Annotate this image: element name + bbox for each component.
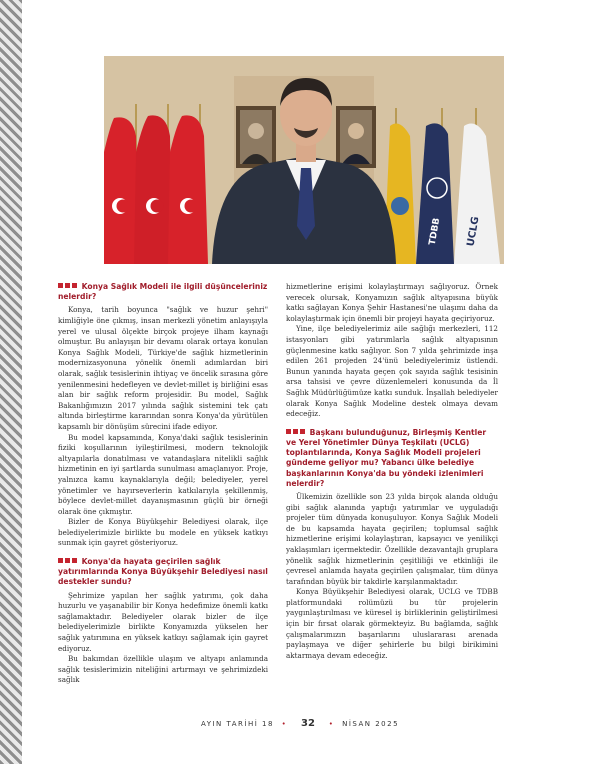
tdbb-label: TDBB: [427, 217, 443, 246]
magazine-name: AYIN TARİHİ 18: [200, 720, 274, 728]
question-1: Konya Sağlık Modeli ile ilgili düşünceleriniz nelerdir?: [58, 282, 268, 302]
portrait-photo: [104, 56, 504, 264]
paragraph: Bu bakımdan özellikle ulaşım ve altyapı anlamında sağlık tesislerimizin niteliğini artırmayı ve şehrimizdeki sağlık: [58, 654, 268, 685]
page-number: 32: [301, 718, 315, 729]
turkish-flag: [168, 115, 208, 264]
question-2: Konya'da hayata geçirilen sağlık yatırımlarında Konya Büyükşehir Belediyesi nasıl destekler sundu?: [58, 557, 268, 587]
decorative-stripe: [0, 0, 22, 764]
wall-portrait-right: [336, 106, 376, 168]
left-column: [58, 282, 268, 686]
paragraph: Konya, tarih boyunca "sağlık ve huzur şehri" kimliğiyle öne çıkmış, insan merkezli yönetim anlayışıyla yerel ve ulusal ölçekte birçok projeye ilham kaynağı olmuştur. Bu anlayışın bir devamı olarak ortaya konulan Konya Sağlık Modeli, Türkiye'de sağlık hizmetlerinin modernizasyonuna yönelik önemli adımlardan biri olarak, sağlık tesislerinin ihtiyaç ve öncelik sırasına göre yenilenmesini hedefleyen ve devlet-millet iş birliğini esas alan bir sağlık reform projesidir. Bu model, Sağlık Bakanlığımızın 2017 yılında sağlık sistemini tek çatı altında birleştirme kararından sonra Konya'da yürütülen kapsamlı bir dönüşüm sürecini ifade ediyor.: [58, 305, 268, 431]
turkish-flag: [134, 115, 172, 264]
right-column: [286, 282, 498, 661]
paragraph: Yine, ilçe belediyelerimiz aile sağlığı merkezleri, 112 istasyonları gibi yatırımlarla sağlık altyapısının güçlenmesine katkı sağlıyor. Son 7 yılda şehrimizde inşa edilen 261 projeden 24'ünü belediyelerimiz üstlendi. Bunun yanında hayata geçen çok sayıda sağlık tesisinin arsa tahsisi ve çevre düzenlemeleri konusunda da İl Sağlık Müdürlüğümüze katkı sunduk. İnşallah belediyeler olarak Konya Sağlık Modeline destek olmaya devam edeceğiz.: [286, 324, 498, 419]
turkish-flag: [104, 117, 138, 264]
portrait-illustration: [104, 56, 504, 264]
paragraph: Şehrimize yapılan her sağlık yatırımı, çok daha huzurlu ve yaşanabilir bir Konya hedefimize önemli katkı sağlamaktadır. Belediyeler olarak bizler de ilçe belediyelerimizle birlikte Konyamızda yükselen her sağlık yatırımına en yüksek katkıyı sağlamak için gayret ediyoruz.: [58, 590, 268, 653]
paragraph: Bu model kapsamında, Konya'daki sağlık tesislerinin fiziki koşullarının iyileştirilmesi, modern teknolojik altyapılarla donatılması ve vatandaşlara nitelikli sağlık hizmetinin en iyi şartlarda sunulması amaçlanıyor. Proje, yalnızca kamu kaynaklarıyla değil; belediyeler, yerel yönetimler ve hayırseverlerin katkılarıyla şekillenmiş, böylece devlet-millet dayanışmasının güçlü bir örneği olarak öne çıkmıştır.: [58, 432, 268, 516]
issue-date: NİSAN 2025: [342, 720, 400, 728]
question-3: Başkanı bulunduğunuz, Birleşmiş Kentler ve Yerel Yönetimler Dünya Teşkilatı (UCLG) toplantılarında, Konya Sağlık Modeli projeleri gündeme geliyor mu? Yabancı ülke belediye başkanlarının Konya'da bu yöndeki izlenimleri nelerdir?: [286, 427, 487, 488]
page-footer: AYIN TARİHİ 18 • 32 • NİSAN 2025: [200, 718, 400, 729]
paragraph: Konya Büyükşehir Belediyesi olarak, UCLG ve TDBB platformundaki rolümüzü bu tür projelerin yaygınlaştırılması ve küresel iş birliklerinin geliştirilmesi için bir fırsat olarak görmekteyiz. Bu bağlamda, sağlık çalışmalarımızın başarılarını uluslararası arenada paylaşmaya ve diğer şehirlerle bu bilgi birikimini aktarmaya devam edeceğiz.: [286, 587, 498, 660]
wall-portrait-left: [236, 106, 276, 168]
paragraph: Bizler de Konya Büyükşehir Belediyesi olarak, ilçe belediyelerimizle birlikte bu modele en yüksek katkıyı sunmak için gayret gösteriyoruz.: [58, 517, 268, 548]
uclg-label: UCLG: [465, 215, 482, 248]
paragraph: Ülkemizin özellikle son 23 yılda birçok alanda olduğu gibi sağlık alanında yaptığı yatırımlar ve uyguladığı projeler tüm dünyada konuşuluyor. Konya Sağlık Modeli de bu kapsamda hayata geçirilen; toplumsal sağlık hizmetlerine erişimi kolaylaştıran, kapsayıcı ve yenilikçi yaklaşımları içermektedir. Özellikle dezavantajlı gruplara yönelik sağlık hizmetlerinin çeşitliliği ve etkinliği ile çevresel anlamda hayata geçirilen çalışmalar, tüm dünya tarafından büyük bir takdirle karşılanmaktadır.: [286, 491, 498, 586]
paragraph: hizmetlerine erişimi kolaylaştırmayı sağlıyoruz. Örnek verecek olursak, Konyamızın sağlık altyapısına büyük katkı sağlayan Konya Şehir Hastanesi'ne ulaşımı daha da kolaylaştırmak için önemli bir projeyi hayata geçiriyoruz.: [286, 282, 498, 323]
